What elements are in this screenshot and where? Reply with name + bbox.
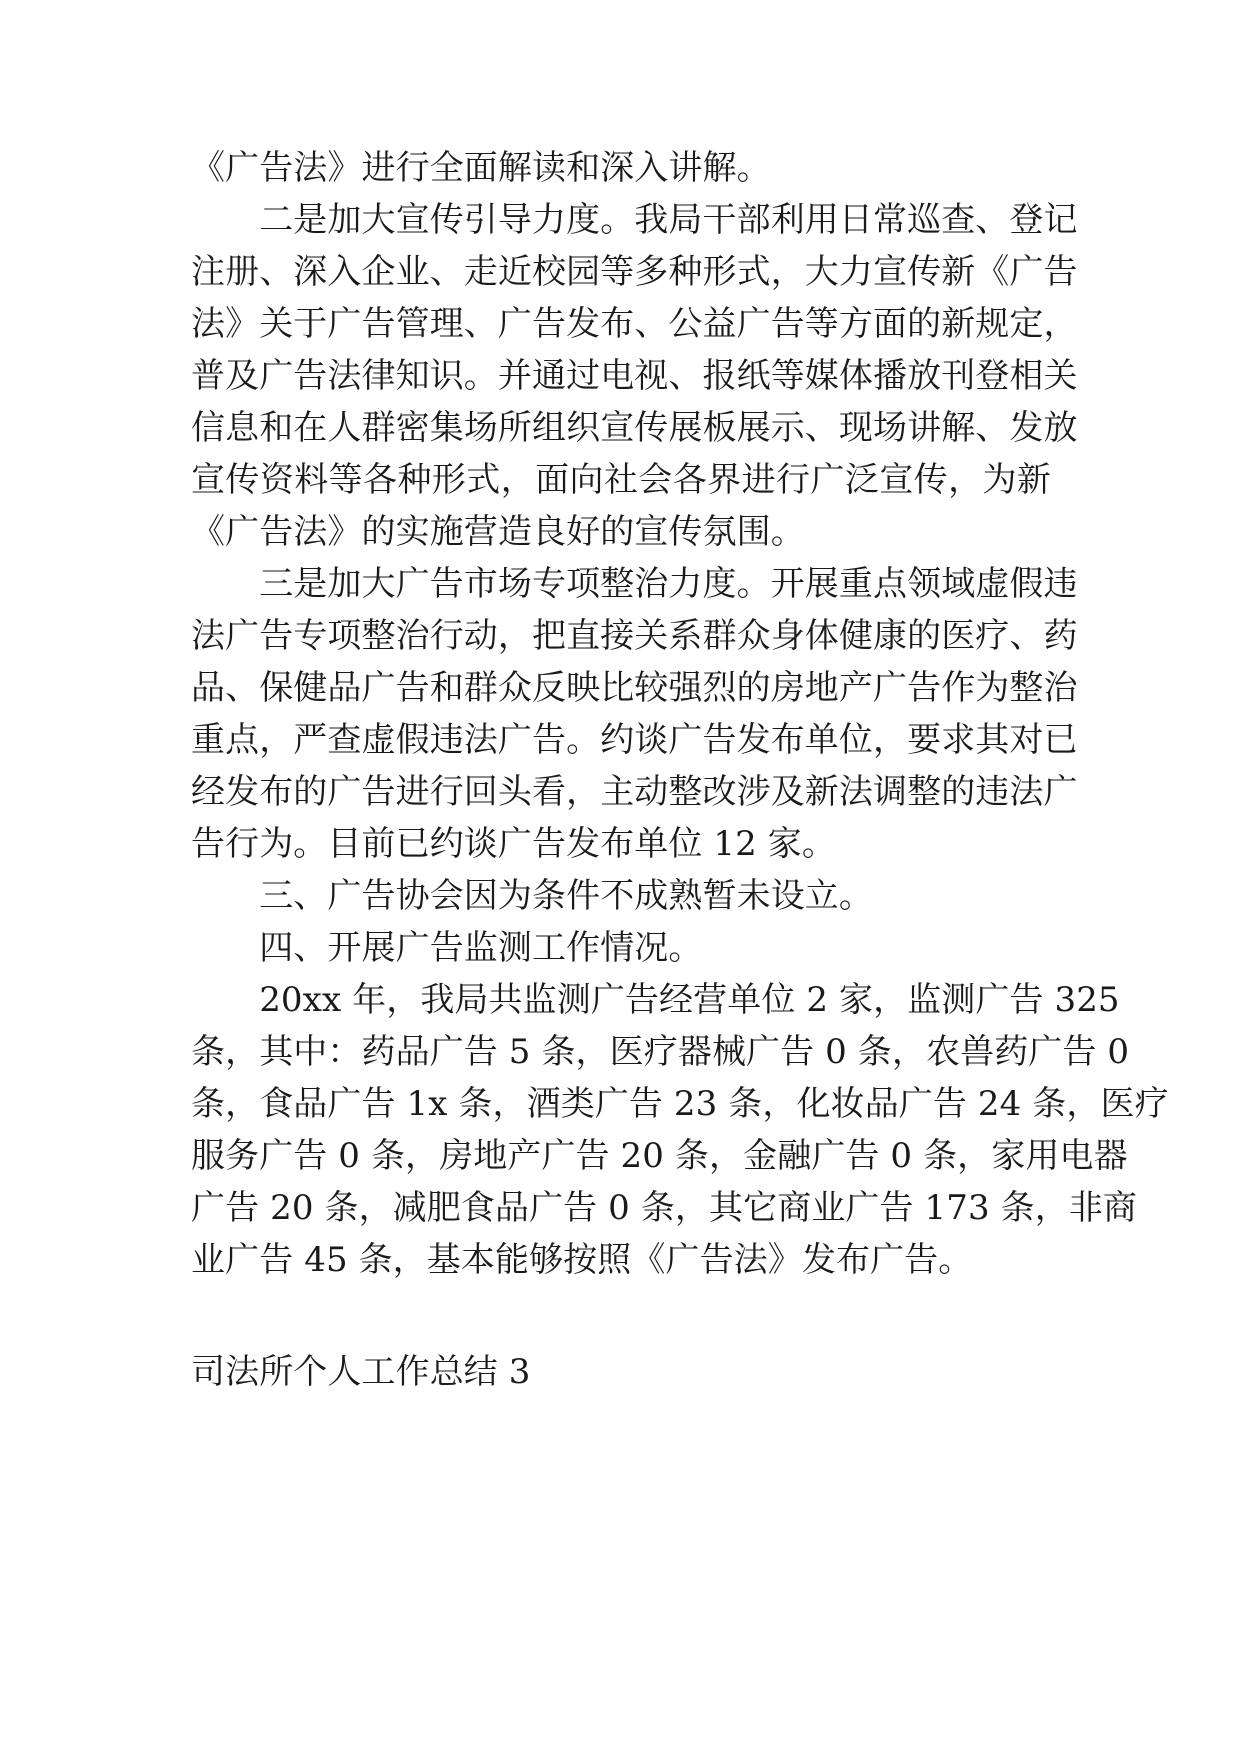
text-line: 注册、深入企业、走近校园等多种形式，大力宣传新《广告 <box>191 252 1078 292</box>
text-line: 三是加大广告市场专项整治力度。开展重点领域虚假违 <box>191 564 1078 604</box>
text-line: 四、开展广告监测工作情况。 <box>191 928 703 968</box>
text-line: 业广告 45 条，基本能够按照《广告法》发布广告。 <box>191 1240 973 1280</box>
text-line: 品、保健品广告和群众反映比较强烈的房地产广告作为整治 <box>191 668 1078 708</box>
text-line: 条，其中：药品广告 5 条，医疗器械广告 0 条，农兽药广告 0 <box>191 1032 1130 1072</box>
text-line: 条，食品广告 1x 条，酒类广告 23 条，化妆品广告 24 条，医疗 <box>191 1084 1169 1124</box>
text-line: 告行为。目前已约谈广告发布单位 12 家。 <box>191 824 836 864</box>
text-line: 服务广告 0 条，房地产广告 20 条，金融广告 0 条，家用电器 <box>191 1136 1128 1176</box>
text-line: 《广告法》进行全面解读和深入讲解。 <box>191 148 771 188</box>
text-line: 法广告专项整治行动，把直接关系群众身体健康的医疗、药 <box>191 616 1078 656</box>
text-line: 广告 20 条，减肥食品广告 0 条，其它商业广告 173 条，非商 <box>191 1188 1138 1228</box>
text-line: 普及广告法律知识。并通过电视、报纸等媒体播放刊登相关 <box>191 356 1078 396</box>
text-line: 法》关于广告管理、广告发布、公益广告等方面的新规定， <box>191 304 1078 344</box>
text-line: 经发布的广告进行回头看，主动整改涉及新法调整的违法广 <box>191 772 1078 812</box>
text-line: 20xx 年，我局共监测广告经营单位 2 家，监测广告 325 <box>191 980 1120 1020</box>
section-heading: 司法所个人工作总结 3 <box>191 1352 531 1392</box>
text-line: 二是加大宣传引导力度。我局干部利用日常巡查、登记 <box>191 200 1078 240</box>
text-line: 三、广告协会因为条件不成熟暂未设立。 <box>191 876 873 916</box>
text-line: 重点，严查虚假违法广告。约谈广告发布单位，要求其对已 <box>191 720 1078 760</box>
text-line: 《广告法》的实施营造良好的宣传氛围。 <box>191 512 805 552</box>
text-line: 信息和在人群密集场所组织宣传展板展示、现场讲解、发放 <box>191 408 1078 448</box>
text-line: 宣传资料等各种形式，面向社会各界进行广泛宣传，为新 <box>191 460 1051 500</box>
